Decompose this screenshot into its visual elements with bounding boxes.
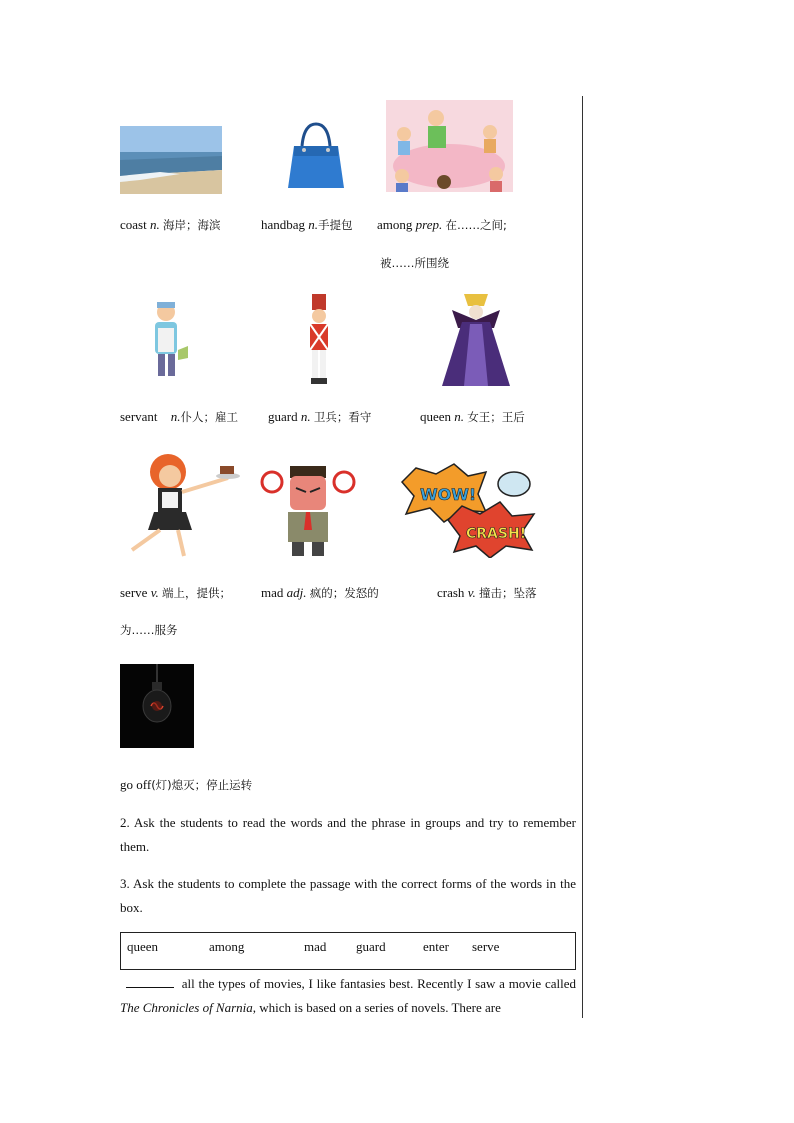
pos: prep.	[415, 217, 443, 232]
vocab-serve	[120, 585, 231, 601]
passage-part-2: , which is based on a series of novels. There are	[252, 1000, 501, 1015]
vocab-crash	[437, 585, 537, 601]
meaning: 手提包	[318, 218, 353, 232]
pos: n.	[300, 409, 311, 424]
meaning: 疯的；发怒的	[309, 586, 379, 600]
word-box-item: queen	[127, 939, 159, 954]
pos: n.	[454, 409, 465, 424]
queen-image	[436, 292, 516, 388]
meaning: 卫兵；看守	[313, 410, 372, 424]
vocab-servant	[120, 409, 238, 425]
word-box-item: serve	[472, 939, 500, 954]
meaning: 在……之间;	[445, 218, 507, 232]
coast-image	[120, 126, 222, 194]
word: serve	[120, 585, 148, 600]
word: handbag	[261, 217, 306, 232]
meaning: 端上，提供；	[162, 586, 231, 600]
word: among	[377, 217, 413, 232]
word: guard	[268, 409, 298, 424]
step-3: 3. Ask the students to complete the passage with the correct forms of the words in the box.	[120, 876, 576, 915]
word: queen	[420, 409, 452, 424]
servant-image	[146, 298, 190, 384]
vocab-coast	[120, 217, 220, 233]
wow-text: WOW!	[420, 485, 477, 504]
word-box	[120, 932, 576, 970]
pos: v.	[467, 585, 476, 600]
vocab-handbag	[261, 217, 353, 233]
step-2: 2. Ask the students to read the words and the phrase in groups and try to remember them.	[120, 815, 576, 854]
crash-image	[396, 462, 538, 558]
word-box-item: enter	[423, 939, 449, 954]
word: mad	[261, 585, 284, 600]
word: servant	[120, 409, 158, 424]
mad-image	[258, 464, 358, 558]
vocab-go-off	[120, 777, 252, 793]
word: go off	[120, 777, 152, 792]
meaning: 海岸；海滨	[162, 218, 221, 232]
page-margin-line	[582, 96, 583, 1018]
word-box-item: guard	[356, 939, 386, 954]
passage	[120, 972, 576, 1020]
pos: adj.	[286, 585, 307, 600]
vocab-serve-meaning-2: 为……服务	[120, 623, 178, 637]
pos: n.	[170, 409, 181, 424]
guard-image	[306, 294, 332, 386]
word-box-item: mad	[304, 939, 327, 954]
word: crash	[437, 585, 465, 600]
word-box-item: among	[209, 939, 245, 954]
meaning: 仆人；雇工	[180, 410, 239, 424]
vocab-among	[377, 217, 507, 233]
vocab-guard	[268, 409, 371, 425]
movie-title: The Chronicles of Narnia	[120, 1000, 253, 1015]
passage-part-1: all the types of movies, I like fantasies best. Recently I saw a movie called	[178, 976, 576, 991]
meaning: 撞击；坠落	[479, 586, 537, 600]
pos: n.	[308, 217, 319, 232]
meaning: 女王；王后	[467, 410, 525, 424]
handbag-image	[284, 120, 348, 192]
crash-text: CRASH!	[466, 526, 527, 542]
meaning: (灯)熄灭；停止运转	[151, 778, 253, 792]
word: coast	[120, 217, 147, 232]
pos: n.	[149, 217, 160, 232]
among-image	[386, 100, 513, 192]
vocab-queen	[420, 409, 525, 425]
pos: v.	[150, 585, 159, 600]
serve-image	[118, 452, 242, 558]
vocab-among-meaning-2: 被……所围绕	[380, 256, 449, 270]
go-off-image	[120, 664, 194, 748]
answer-blank[interactable]	[126, 975, 174, 988]
vocab-mad	[261, 585, 379, 601]
